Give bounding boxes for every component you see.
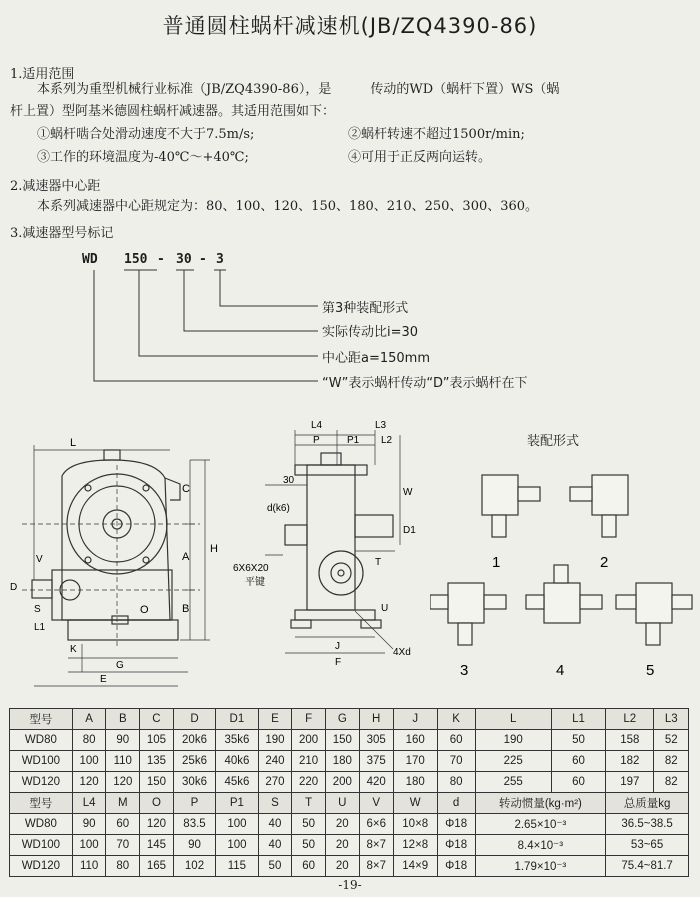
table-cell: P1 [216,793,258,814]
table-cell: WD80 [10,730,73,751]
table-cell: 1.79×10⁻³ [475,856,606,877]
code-wd: WD [82,252,98,267]
table-cell: 40 [258,814,292,835]
table-cell: O [140,793,174,814]
page-number: -19- [338,878,362,892]
table-cell: 83.5 [173,814,215,835]
dim-S: S [34,604,41,615]
section1-line2: 杆上置）型阿基米德圆柱蜗杆减速器。其适用范围如下： [10,104,336,119]
table-row [10,856,689,877]
table-cell: 197 [606,772,654,793]
table-cell: 145 [140,835,174,856]
table-row [10,772,689,793]
dim-E: E [100,674,107,685]
dim-L: L [70,437,77,449]
table-cell: 2.65×10⁻³ [475,814,606,835]
table-cell: 110 [72,856,106,877]
table-cell: 150 [325,730,359,751]
table-cell: P [173,793,215,814]
table-cell: L3 [654,709,689,730]
key-type: 平键 [245,577,265,588]
dim-C: C [182,483,190,495]
table-cell: 20 [325,814,359,835]
table-cell: C [140,709,174,730]
table-cell: 型号 [10,793,73,814]
code-dash-2: - [199,252,207,267]
dim-A: A [182,551,190,563]
table-cell: K [437,709,475,730]
table-cell: 100 [216,835,258,856]
table-cell: 190 [475,730,551,751]
bolt-spec: 4Xd [393,647,411,658]
table-cell: 240 [258,751,292,772]
table-cell: 80 [106,856,140,877]
table-cell: 200 [292,730,326,751]
table-cell: 170 [393,751,437,772]
table-cell: 36.5~38.5 [606,814,689,835]
table-cell: F [292,709,326,730]
table-cell: WD120 [10,856,73,877]
dim-D: D [10,582,18,593]
table-cell: E [258,709,292,730]
table-cell: 120 [72,772,106,793]
side-view-drawing [225,415,450,680]
dim-G: G [116,660,124,671]
table-cell: 60 [551,772,605,793]
table-cell: 200 [325,772,359,793]
side-housing [307,465,355,610]
table-cell: 50 [292,835,326,856]
condition-3: ③工作的环境温度为-40℃～+40℃; [37,150,249,165]
dim-L4: L4 [311,420,323,431]
table-cell: V [359,793,393,814]
table-cell: 102 [173,856,215,877]
table-cell: 135 [140,751,174,772]
note-center-distance: 中心距a=150mm [322,351,430,366]
table-cell: Φ18 [437,835,475,856]
assembly-form-1 [482,475,518,515]
section1-line1: 本系列为重型机械行业标准（JB/ZQ4390-86），是 传动的WD（蜗杆下置）WS（蜗 [37,82,560,97]
table-cell: 8×7 [359,835,393,856]
table-cell: L2 [606,709,654,730]
assembly-number-3: 3 [460,662,469,679]
table-cell: 20k6 [173,730,215,751]
table-cell: 105 [140,730,174,751]
table-cell: 60 [551,751,605,772]
table-cell: 100 [72,835,106,856]
table-cell: 90 [173,835,215,856]
table-cell: 25k6 [173,751,215,772]
table-cell: H [359,709,393,730]
table-cell: 30k6 [173,772,215,793]
dim-30: 30 [283,475,295,486]
table-cell: 80 [72,730,106,751]
assembly-number-1: 1 [492,554,501,571]
table-cell: 82 [654,772,689,793]
table-row [10,814,689,835]
table-cell: L [475,709,551,730]
table-cell: 14×9 [393,856,437,877]
table-cell: T [292,793,326,814]
table-cell: 45k6 [216,772,258,793]
table-cell: 158 [606,730,654,751]
table-cell: 40 [258,835,292,856]
table-cell: A [72,709,106,730]
table-cell: 20 [325,856,359,877]
table-row [10,730,689,751]
table-cell: d [437,793,475,814]
table-cell: 420 [359,772,393,793]
table-cell: 50 [551,730,605,751]
table-row [10,835,689,856]
table-cell: 80 [437,772,475,793]
note-ratio: 实际传动比i=30 [322,325,419,340]
table-cell: 10×8 [393,814,437,835]
table-cell: D1 [216,709,258,730]
table-cell: Φ18 [437,856,475,877]
dim-J: J [335,641,340,652]
table-cell: 70 [106,835,140,856]
assembly-form-5 [636,583,672,623]
assembly-form-4 [544,583,580,623]
assembly-form-3 [448,583,484,623]
table-cell: 165 [140,856,174,877]
dim-L2: L2 [381,435,393,446]
table-cell: 220 [292,772,326,793]
condition-2: ②蜗杆转速不超过1500r/min; [348,127,525,142]
table-header-row [10,709,689,730]
table-cell: 255 [475,772,551,793]
note-assembly: 第3种装配形式 [322,301,409,316]
table-cell: B [106,709,140,730]
table-cell: 100 [216,814,258,835]
table-cell: 115 [216,856,258,877]
table-cell: 150 [140,772,174,793]
table-cell: 225 [475,751,551,772]
table-cell: WD100 [10,751,73,772]
table-cell: M [106,793,140,814]
table-cell: G [325,709,359,730]
table-cell: 75.4~81.7 [606,856,689,877]
table-cell: D [173,709,215,730]
dim-U: U [381,603,389,614]
dim-O: O [140,604,149,616]
table-cell: 50 [258,856,292,877]
table-cell: 70 [437,751,475,772]
dim-T: T [375,557,382,568]
table-cell: 375 [359,751,393,772]
front-view-drawing [0,420,260,690]
table-cell: 270 [258,772,292,793]
dim-B: B [182,603,190,615]
table-cell: 82 [654,751,689,772]
assembly-number-4: 4 [556,662,565,679]
dim-F: F [335,657,342,668]
table-cell: WD80 [10,814,73,835]
table-cell: 90 [72,814,106,835]
table-cell: S [258,793,292,814]
table-cell: 90 [106,730,140,751]
assembly-form-2 [592,475,628,515]
assembly-title: 装配形式 [527,434,580,449]
table-header-row [10,793,689,814]
table-cell: 180 [393,772,437,793]
code-center: 150 [124,252,148,267]
dim-H: H [210,543,218,555]
table-cell: 60 [437,730,475,751]
table-cell: 6×6 [359,814,393,835]
table-cell: L4 [72,793,106,814]
dim-W: W [403,487,413,498]
table-cell: 60 [106,814,140,835]
table-cell: WD100 [10,835,73,856]
dim-L1: L1 [34,622,46,633]
section2-heading: 2.减速器中心距 [10,179,101,194]
page-title: 普通圆柱蜗杆减速机(JB/ZQ4390-86) [162,14,538,38]
table-cell: 160 [393,730,437,751]
table-row [10,751,689,772]
dim-K: K [70,644,77,655]
dim-D1: D1 [403,525,416,536]
table-cell: 20 [325,835,359,856]
condition-4: ④可用于正反两向运转。 [348,150,492,165]
table-cell: 182 [606,751,654,772]
table-cell: 转动惯量(kg·m²) [475,793,606,814]
table-cell: WD120 [10,772,73,793]
assembly-forms-drawing [430,465,695,695]
assembly-number-2: 2 [600,554,609,571]
table-cell: 60 [292,856,326,877]
table-cell: 210 [292,751,326,772]
table-cell: 型号 [10,709,73,730]
section2-text: 本系列减速器中心距规定为：80、100、120、150、180、210、250、300、360。 [37,199,539,214]
table-cell: W [393,793,437,814]
table-cell: 305 [359,730,393,751]
table-cell: 40k6 [216,751,258,772]
table-cell: 53~65 [606,835,689,856]
table-cell: 100 [72,751,106,772]
table-cell: 50 [292,814,326,835]
table-cell: 110 [106,751,140,772]
table-cell: 35k6 [216,730,258,751]
dim-dk6: d(k6) [267,503,290,514]
spec-table [9,708,689,877]
note-worm-type: “W”表示蜗杆传动“D”表示蜗杆在下 [322,376,528,391]
dim-V: V [36,554,43,565]
condition-1: ①蜗杆啮合处滑动速度不大于7.5m/s; [37,127,255,142]
code-dash-1: - [157,252,165,267]
dim-P: P [313,435,320,446]
table-cell: U [325,793,359,814]
table-cell: 12×8 [393,835,437,856]
dim-L3: L3 [375,420,387,431]
table-cell: 总质量kg [606,793,689,814]
section3-heading: 3.减速器型号标记 [10,226,114,241]
table-cell: 180 [325,751,359,772]
table-cell: 120 [140,814,174,835]
table-cell: Φ18 [437,814,475,835]
section1-heading: 1.适用范围 [10,67,75,82]
table-cell: 8.4×10⁻³ [475,835,606,856]
assembly-number-5: 5 [646,662,655,679]
table-cell: 190 [258,730,292,751]
code-assembly: 3 [216,252,224,267]
table-cell: 52 [654,730,689,751]
table-cell: L1 [551,709,605,730]
table-cell: 8×7 [359,856,393,877]
table-cell: J [393,709,437,730]
dim-P1: P1 [347,435,360,446]
table-cell: 120 [106,772,140,793]
key-spec: 6X6X20 [233,563,269,574]
code-ratio: 30 [176,252,192,267]
